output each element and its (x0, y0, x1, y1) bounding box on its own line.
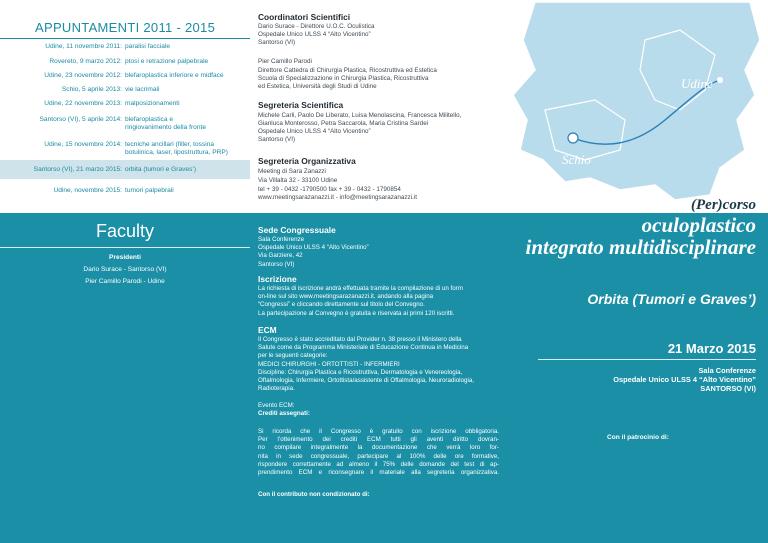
appointments-panel (0, 0, 250, 213)
appointment-date: Rovereto, 9 marzo 2012: (49, 58, 122, 65)
appointment-topic-continued: botulinica, laser, lipostruttura, PRP) (125, 149, 228, 156)
appointment-date: Udine, 22 novembre 2013: (44, 100, 122, 107)
coordinator-line: Pier Camillo Parodi (258, 58, 312, 65)
course-subtitle: Orbita (Tumori e Graves’) (587, 291, 756, 307)
ecm-line: MEDICI CHIRURGHI - ORTOTTISTI - INFERMIERI (258, 361, 400, 368)
appointment-topic: tecniche ancillari (filler, tossina (125, 141, 215, 148)
ecm-notice-line: prendimento ECM e riconsegnare il materiale alla segreteria organizzativa. (258, 469, 499, 476)
org-secretariat-heading: Segreteria Organizzativa (258, 156, 356, 166)
course-title-prefix: (Per)corso (691, 197, 756, 213)
venue-line: Santorso (VI) (258, 261, 295, 268)
faculty-divider (0, 247, 250, 248)
appointments-divider (0, 38, 250, 39)
date-divider (538, 359, 756, 360)
scientific-secretariat-heading: Segreteria Scientifica (258, 100, 344, 110)
secretariat-line: Santorso (VI) (258, 136, 296, 143)
ecm-notice-line: no compilare integralmente la documentazione che verrà loro for- (258, 444, 499, 451)
appointment-date: Udine, 23 novembre 2012: (44, 72, 122, 79)
appointment-date: Udine, 11 novembre 2011: (45, 43, 122, 50)
appointment-topic: paralisi facciale (125, 43, 171, 50)
presidents-label: Presidenti (109, 254, 141, 261)
ecm-notice-line: nita in sede congressuale, partecipare al 100% delle ore formative, (258, 453, 499, 460)
event-venue-room: Sala Conferenze (698, 366, 756, 375)
organisers-panel (258, 0, 508, 213)
org-line: Via Villalta 32 - 33100 Udine (258, 177, 338, 184)
ecm-line: Discipline: Chirurgia Plastica e Ricostruttiva, Dermatologia e Venereologia, (258, 369, 463, 376)
appointment-date: Santorso (VI), 5 aprile 2014: (39, 116, 122, 123)
faculty-title: Faculty (95, 221, 155, 241)
appointment-topic: blefaroplastica inferiore e midface (125, 72, 224, 79)
coordinator-line: Dario Surace - Direttore U.O.C. Oculistica (258, 23, 375, 30)
venue-line: Sala Conferenze (258, 236, 305, 243)
event-venue-city: SANTORSO (VI) (700, 384, 756, 393)
ecm-notice-line: rispondere correttamente ad almeno il 75% delle domande del test di ap- (258, 461, 499, 468)
patronage-label: Con il patrocinio di: (607, 434, 669, 441)
registration-line: on-line sul sito www.meetingsarazanazzi.it, andando alla pagina (258, 293, 434, 300)
appointment-topic: tumori palpebrali (125, 187, 174, 194)
secretariat-line: Ospedale Unico ULSS 4 “Alto Vicentino” (258, 128, 371, 135)
secretariat-line: Gianluca Monterosso, Petra Saccarola, Maria Cristina Sardei (258, 120, 429, 127)
org-line: Meeting di Sara Zanazzi (258, 168, 326, 175)
course-title (508, 197, 756, 258)
coordinator-line: Ospedale Unico ULSS 4 “Alto Vicentino” (258, 31, 371, 38)
org-line: tel + 39 - 0432 -1790500 fax + 39 - 0432 - 1790854 (258, 186, 401, 193)
appointment-topic: ptosi e retrazione palpebrale (125, 58, 209, 65)
registration-heading: Iscrizione (258, 274, 297, 284)
president-name: Dario Surace - Santorso (VI) (83, 266, 167, 273)
ecm-credits-label: Crediti assegnati: (258, 410, 310, 417)
appointment-topic: malposizionamenti (125, 100, 180, 107)
appointments-title: APPUNTAMENTI 2011 - 2015 (35, 20, 216, 35)
coordinator-line: Santorso (VI) (258, 39, 296, 46)
course-title-line-2: integrato multidisciplinare (525, 235, 756, 259)
sponsor-label: Con il contributo non condizionato di: (258, 491, 370, 498)
ecm-notice-line: Per l’ottenimento dei crediti ECM tutti gli aventi diritto dovran- (258, 436, 499, 443)
appointment-topic: blefaroplastica e (125, 116, 174, 123)
event-date: 21 Marzo 2015 (667, 341, 756, 356)
coordinator-line: Direttore Cattedra di Chirurgia Plastica, Ricostruttiva ed Estetica (258, 67, 437, 74)
ecm-line: per le seguenti categorie: (258, 352, 328, 359)
ecm-line: Oftalmologia, Infermiere, Ortottista/assistente di Oftalmologia, Neuroradiologia, (258, 377, 474, 384)
ecm-line: Radioterapia. (258, 385, 295, 392)
ecm-line: Il Congresso è stato accreditato dal Provider n. 38 presso il Ministero della (258, 336, 462, 343)
region-map (505, 0, 768, 213)
appointment-topic: vie lacrimali (125, 86, 160, 93)
venue-line: Via Garziere, 42 (258, 252, 303, 259)
ecm-line: Salute come da Programma Ministeriale di Educazione Continua in Medicina (258, 344, 469, 351)
president-name: Pier Camillo Parodi - Udine (85, 278, 165, 285)
org-line: www.meetingsarazanazzi.it - info@meetingsarazanazzi.it (258, 194, 417, 201)
appointment-topic: orbita (tumori e Graves’) (125, 166, 197, 173)
coordinator-line: Scuola di Specializzazione in Chirurgia Plastica, Ricostruttiva (258, 75, 429, 82)
registration-line: “Congressi” e cliccando direttamente sul titolo del Convegno. (258, 301, 425, 308)
coordinators-heading: Coordinatori Scientifici (258, 12, 351, 22)
venue-heading: Sede Congressuale (258, 225, 336, 235)
appointment-date: Udine, novembre 2015: (53, 187, 122, 194)
map-label-udine: Udine (681, 76, 713, 91)
map-region-shape (513, 2, 760, 200)
course-title-line-1: oculoplastico (641, 213, 756, 237)
map-pin-udine (717, 77, 723, 83)
registration-line: La partecipazione al Convegno è gratuita e riservata ai primi 120 iscritti. (258, 310, 455, 317)
venue-line: Ospedale Unico ULSS 4 “Alto Vicentino” (258, 244, 369, 251)
ecm-event-label: Evento ECM: (258, 402, 295, 409)
appointment-date: Santorso (VI), 21 marzo 2015: (33, 166, 122, 173)
appointment-date: Udine, 15 novembre 2014: (44, 141, 122, 148)
map-pin-schio (568, 133, 578, 143)
secretariat-line: Michele Carli, Paolo De Liberato, Luisa Menolascina, Francesca Militello, (258, 112, 462, 119)
coordinator-line: ed Estetica, Università degli Studi di Udine (258, 83, 377, 90)
registration-line: La richiesta di iscrizione andrà effettuata tramite la compilazione di un form (258, 285, 463, 292)
appointment-topic-continued: ringiovanimento della fronte (125, 124, 207, 131)
ecm-notice-line: Si ricorda che il Congresso è gratuito con iscrizione obbligatoria. (258, 428, 499, 435)
appointment-date: Schio, 5 aprile 2013: (61, 86, 122, 93)
ecm-heading: ECM (258, 325, 277, 335)
map-label-schio: Schio (562, 152, 591, 167)
event-venue-hospital: Ospedale Unico ULSS 4 “Alto Vicentino” (613, 375, 756, 384)
